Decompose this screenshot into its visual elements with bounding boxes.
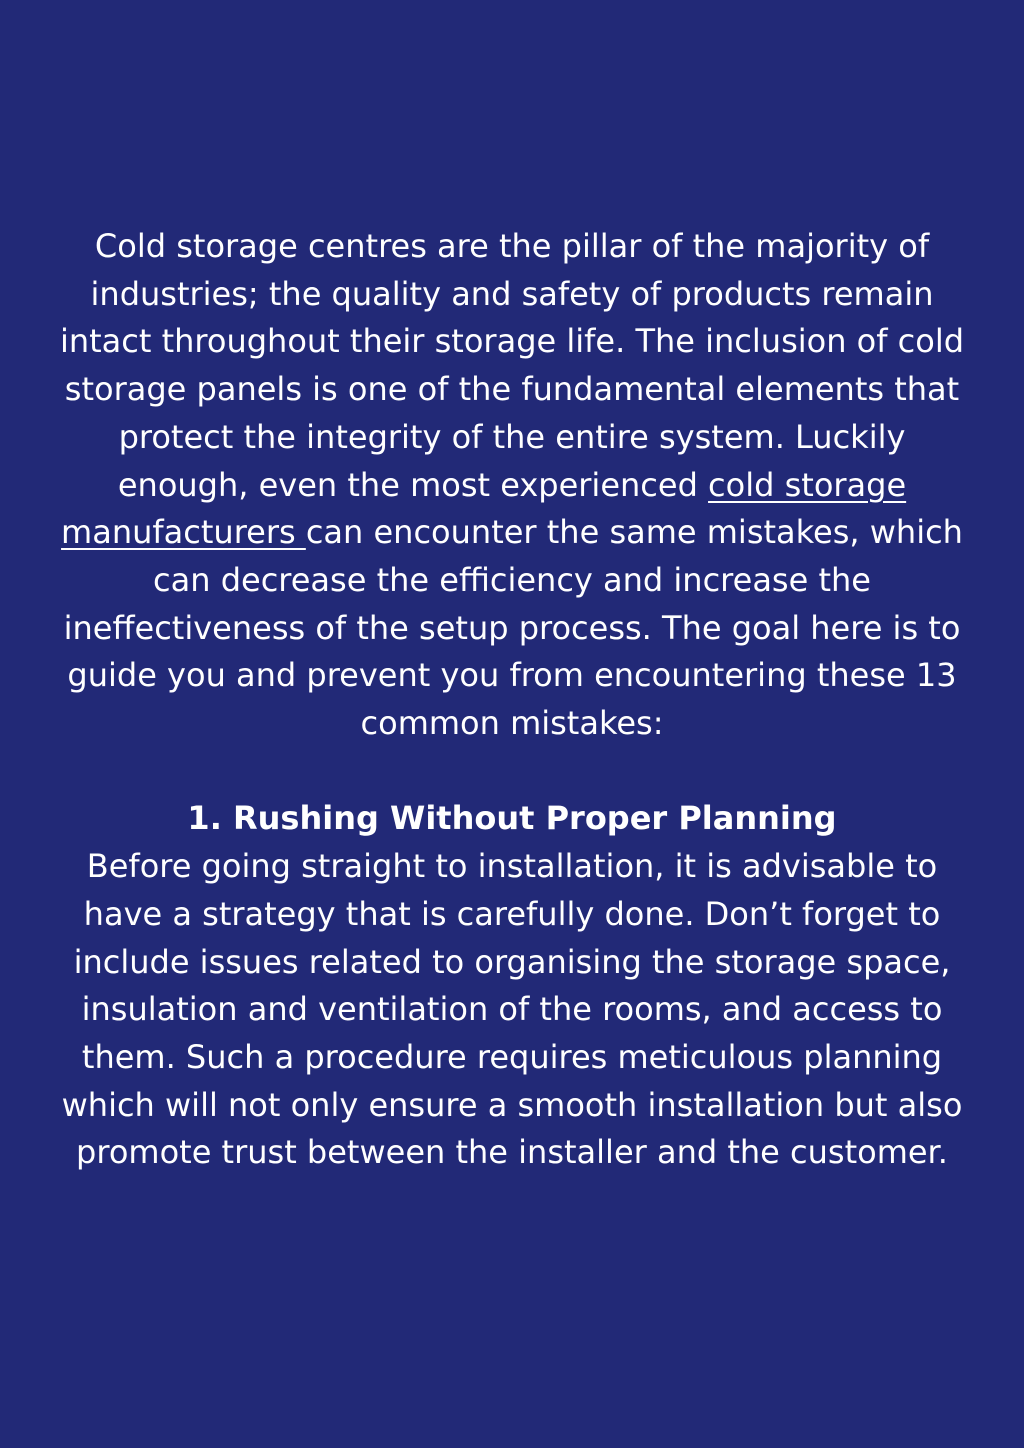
cold-storage-manufacturers-link[interactable]: cold storage manufacturers xyxy=(61,465,907,552)
intro-paragraph xyxy=(50,223,974,748)
section-heading: 1. Rushing Without Proper Planning xyxy=(187,799,837,838)
document-page xyxy=(50,223,974,1177)
paragraph-spacer xyxy=(50,748,974,796)
intro-text-after-link: can encounter the same mistakes, which can decrease the efficiency and increase the ineffectiveness of the setup process. The goal here is to guide you and prevent you from encountering these 13 common mistakes: xyxy=(63,513,963,743)
intro-text-before-link: Cold storage centres are the pillar of the majority of industries; the quality and safety of products remain intact throughout their storage life. The inclusion of cold storage panels is one of the fundamental elements that protect the integrity of the entire system. Luckily enough, even the most experienced xyxy=(59,227,965,504)
section-paragraph: Before going straight to installation, it is advisable to have a strategy that is carefully done. Don’t forget to include issues related to organising the storage space, insulation and ventilation of the rooms, and access to them. Such a procedure requires meticulous planning which will not only ensure a smooth installation but also promote trust between the installer and the customer. xyxy=(61,847,963,1172)
